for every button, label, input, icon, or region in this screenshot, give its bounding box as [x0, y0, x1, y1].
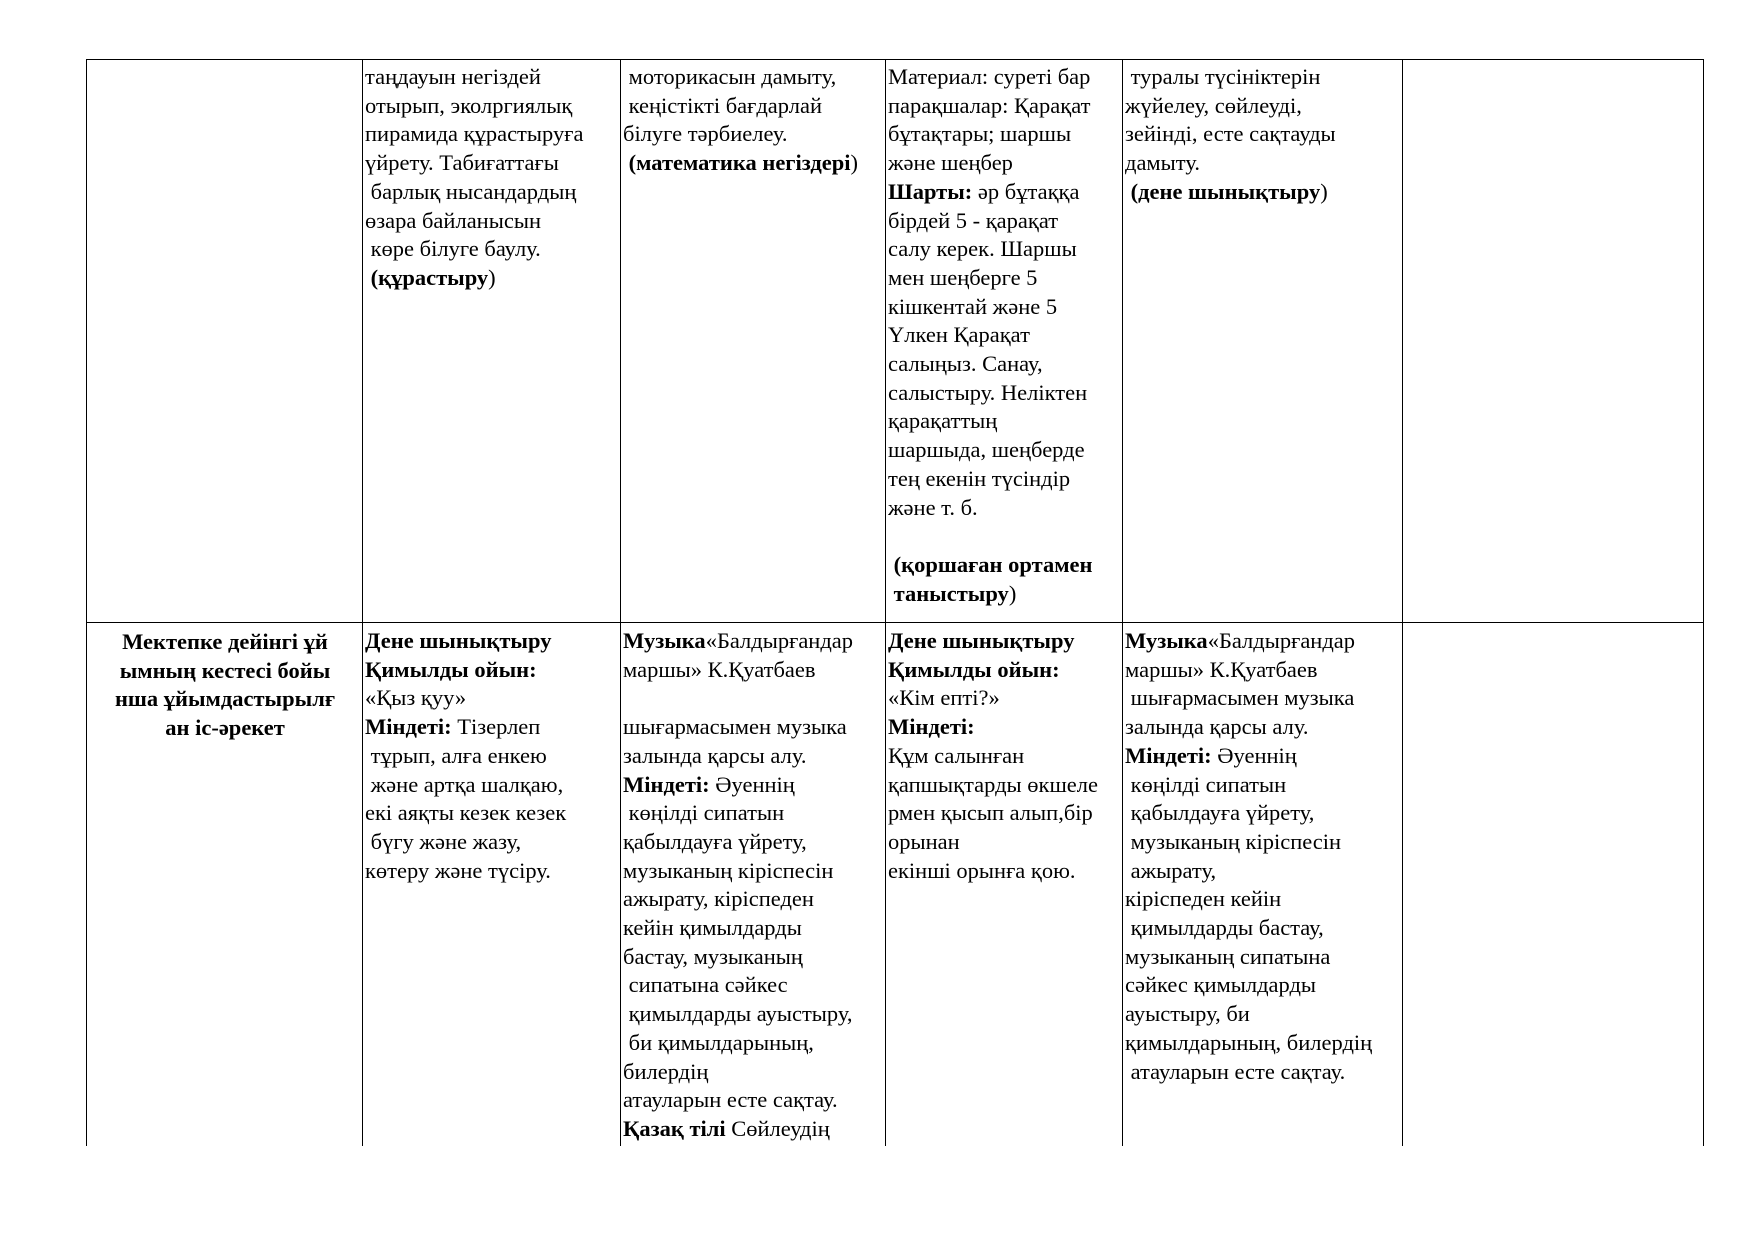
text-line: [1125, 63, 1402, 92]
text-line: [1125, 713, 1402, 742]
text-run: зейінді, есте сақтауды: [1125, 121, 1336, 147]
text-line: [888, 857, 1122, 886]
text-run: үйрету. Табиғаттағы: [365, 150, 559, 176]
text-line: [623, 857, 885, 886]
text-run: атауларын есте сақтау.: [623, 1087, 838, 1113]
text-run: кеңістікті бағдарлай: [623, 92, 822, 118]
text-line: [623, 914, 885, 943]
text-line: [1125, 92, 1402, 121]
text-run: бастау, музыканың: [623, 943, 803, 969]
text-line: [623, 771, 885, 800]
text-line: [1125, 885, 1402, 914]
text-line: [888, 63, 1122, 92]
text-run: маршы» К.Қуатбаев: [1125, 656, 1318, 682]
text-line: [888, 235, 1122, 264]
text-run: би қимылдарының,: [623, 1029, 814, 1055]
text-line: [888, 207, 1122, 236]
text-line: [623, 1115, 885, 1144]
text-run: Тізерлеп: [451, 714, 541, 740]
table-left-border: [86, 59, 87, 1146]
text-line: [365, 92, 620, 121]
text-line: [888, 407, 1122, 436]
row2-col2-cell: [623, 627, 885, 1144]
text-line: [1125, 828, 1402, 857]
text-line: [623, 627, 885, 656]
row2-header-cell: [88, 628, 362, 743]
text-line: [1125, 684, 1402, 713]
bold-text-run: Міндеті:: [888, 714, 975, 740]
text-run: білуге тәрбиелеу.: [623, 121, 788, 147]
text-run: қимылдарды бастау,: [1125, 915, 1324, 941]
text-line: [1125, 771, 1402, 800]
row2-header-line: нша ұйымдастырылғ: [114, 686, 336, 712]
text-run: кейін қимылдарды: [623, 915, 802, 941]
text-run: салу керек. Шаршы: [888, 236, 1077, 262]
text-line: [1125, 627, 1402, 656]
text-line: [888, 828, 1122, 857]
text-line: [1125, 178, 1402, 207]
text-run: және артқа шалқаю,: [365, 771, 564, 797]
text-line: [365, 684, 620, 713]
text-line: [888, 178, 1122, 207]
text-run: музыканың кіріспесін: [1125, 828, 1342, 854]
text-line: [623, 149, 885, 178]
text-run: және т. б.: [888, 494, 978, 520]
text-line: [888, 580, 1122, 609]
text-run: қимылдарды ауыстыру,: [623, 1001, 853, 1027]
text-line: [365, 63, 620, 92]
text-run: көтеру және түсіру.: [365, 857, 551, 883]
text-run: барлық нысандардың: [365, 178, 577, 204]
text-run: сәйкес қимылдарды: [1125, 972, 1317, 998]
text-line: [888, 656, 1122, 685]
bold-text-run: Міндеті:: [1125, 742, 1212, 768]
bold-text-run: (дене шынықтыру: [1125, 178, 1321, 204]
text-line: [365, 120, 620, 149]
text-line: [365, 178, 620, 207]
text-line: [365, 771, 620, 800]
text-run: музыканың кіріспесін: [623, 857, 834, 883]
text-run: тең екенін түсіндір: [888, 465, 1071, 491]
text-line: [888, 264, 1122, 293]
bold-text-run: Қимылды ойын:: [888, 656, 1060, 682]
text-run: қапшықтарды өкшеле: [888, 771, 1098, 797]
text-line: [888, 321, 1122, 350]
column-divider-3: [885, 59, 886, 1146]
text-line: [888, 742, 1122, 771]
text-run: қабылдауға үйрету,: [623, 828, 807, 854]
text-run: ажырату, кіріспеден: [623, 886, 814, 912]
table-right-border: [1703, 59, 1704, 1146]
text-run: отырып, эколргиялық: [365, 92, 573, 118]
text-line: [1125, 799, 1402, 828]
text-line: [888, 149, 1122, 178]
text-line: [365, 627, 620, 656]
text-line: [888, 494, 1122, 523]
text-run: екінші орынға қою.: [888, 857, 1076, 883]
text-line: [1125, 149, 1402, 178]
row2-header-line: ан іс-әрекет: [165, 715, 285, 741]
bold-text-run: Қимылды ойын:: [365, 656, 537, 682]
row1-col3-cell: [888, 63, 1122, 608]
text-line: [888, 627, 1122, 656]
column-divider-4: [1122, 59, 1123, 1146]
bold-text-run: (қоршаған ортамен: [888, 551, 1093, 577]
bold-text-run: Музыка: [623, 628, 706, 653]
text-line: [888, 771, 1122, 800]
column-divider-1: [362, 59, 363, 1146]
row2-col3-cell: [888, 627, 1122, 885]
row-divider: [86, 622, 1704, 623]
text-run: салыстыру. Неліктен: [888, 379, 1088, 405]
text-run: шығармасымен музыка: [623, 714, 847, 740]
text-line: [623, 92, 885, 121]
text-run: таңдауын негіздей: [365, 64, 541, 89]
text-run: көре білуге баулу.: [365, 236, 541, 262]
text-line: [365, 656, 620, 685]
text-run: туралы түсініктерін: [1125, 64, 1321, 89]
text-line: [623, 971, 885, 1000]
text-run: шығармасымен музыка: [1125, 685, 1355, 711]
text-line: [888, 120, 1122, 149]
text-run: билердің: [623, 1058, 709, 1084]
row1-col1-cell: [365, 63, 620, 293]
text-line: [365, 828, 620, 857]
text-run: ажырату,: [1125, 857, 1217, 883]
text-run: ): [1320, 178, 1328, 204]
text-run: кіріспеден кейін: [1125, 886, 1282, 912]
text-run: кішкентай және 5: [888, 293, 1058, 319]
text-run: қимылдарының, билердің: [1125, 1029, 1373, 1055]
text-line: [888, 436, 1122, 465]
bold-text-run: Міндеті:: [623, 771, 710, 797]
text-run: Әуеннің: [709, 771, 795, 797]
text-line: [365, 742, 620, 771]
row1-col2-cell: [623, 63, 885, 178]
bold-text-run: Шарты:: [888, 178, 973, 204]
text-run: Құм салынған: [888, 742, 1025, 768]
text-line: [1125, 914, 1402, 943]
text-run: моторикасын дамыту,: [623, 64, 837, 89]
text-line: [365, 799, 620, 828]
text-run: көңілді сипатын: [623, 800, 785, 826]
text-line: [888, 379, 1122, 408]
text-run: ): [488, 264, 496, 290]
text-run: екі аяқты кезек кезек: [365, 800, 567, 826]
text-run: дамыту.: [1125, 150, 1200, 176]
text-line: [365, 857, 620, 886]
text-line: [365, 264, 620, 293]
text-run: қабылдауға үйрету,: [1125, 800, 1315, 826]
text-line: [1125, 1058, 1402, 1087]
text-line: [365, 149, 620, 178]
text-line: [1125, 943, 1402, 972]
bold-text-run: Дене шынықтыру: [888, 628, 1075, 653]
text-run: залында қарсы алу.: [623, 742, 807, 768]
text-run: салыңыз. Санау,: [888, 351, 1043, 377]
text-line: [623, 1029, 885, 1058]
text-run: маршы» К.Қуатбаев: [623, 656, 816, 682]
text-line: [888, 350, 1122, 379]
text-run: Сөйлеудің: [725, 1115, 830, 1141]
text-line: [623, 713, 885, 742]
bold-text-run: Дене шынықтыру: [365, 628, 552, 653]
text-line: [623, 943, 885, 972]
text-line: [623, 684, 885, 713]
text-line: [623, 63, 885, 92]
text-line: [1125, 656, 1402, 685]
text-line: [1125, 1029, 1402, 1058]
text-run: шаршыда, шеңберде: [888, 437, 1085, 463]
text-line: [1125, 120, 1402, 149]
bold-text-run: Міндеті:: [365, 714, 452, 740]
text-line: [365, 235, 620, 264]
text-run: тұрып, алға енкею: [365, 742, 547, 768]
text-line: [888, 293, 1122, 322]
text-run: және шеңбер: [888, 150, 1013, 176]
text-line: [1125, 1000, 1402, 1029]
text-run: әр бұтаққа: [972, 178, 1080, 204]
text-run: «Қыз қуу»: [365, 685, 467, 711]
text-run: «Кім епті?»: [888, 685, 1000, 711]
text-run: пирамида құрастыруға: [365, 121, 584, 147]
text-run: залында қарсы алу.: [1125, 714, 1309, 740]
bold-text-run: таныстыру: [888, 580, 1009, 606]
text-line: [623, 828, 885, 857]
bold-text-run: (құрастыру: [365, 264, 489, 290]
text-run: Материал: суреті бар: [888, 64, 1091, 89]
text-run: атауларын есте сақтау.: [1125, 1058, 1346, 1084]
text-line: [365, 207, 620, 236]
bold-text-run: Қазақ тілі: [623, 1115, 726, 1141]
text-run: көңілді сипатын: [1125, 771, 1287, 797]
text-line: [623, 1058, 885, 1087]
text-line: [1125, 857, 1402, 886]
text-line: [888, 799, 1122, 828]
text-run: сипатына сәйкес: [623, 972, 788, 998]
text-run: «Балдырғандар: [705, 628, 854, 653]
text-run: музыканың сипатына: [1125, 943, 1331, 969]
text-line: [888, 465, 1122, 494]
bold-text-run: (математика негіздері: [623, 150, 851, 176]
text-line: [623, 885, 885, 914]
text-run: рмен қысып алып,бір: [888, 800, 1093, 826]
text-run: Әуеннің: [1211, 742, 1297, 768]
text-line: [623, 120, 885, 149]
text-line: [888, 92, 1122, 121]
table-top-border: [86, 59, 1704, 60]
text-run: жүйелеу, сөйлеуді,: [1125, 92, 1302, 118]
text-line: [888, 684, 1122, 713]
text-line: [888, 713, 1122, 742]
row1-col4-cell: [1125, 63, 1402, 207]
text-run: ): [850, 150, 859, 176]
text-line: [623, 742, 885, 771]
row2-header-line: Мектепке дейінгі ұй: [122, 629, 328, 654]
row2-col4-cell: [1125, 627, 1402, 1086]
text-run: ): [1008, 580, 1017, 606]
text-run: парақшалар: Қарақат: [888, 92, 1091, 118]
column-divider-2: [620, 59, 621, 1146]
text-run: ауыстыру, би: [1125, 1001, 1250, 1027]
text-run: қарақаттың: [888, 408, 998, 434]
text-run: «Балдырғандар: [1207, 628, 1356, 653]
text-run: бүгу және жазу,: [365, 828, 522, 854]
text-line: [365, 713, 620, 742]
row2-header-line: ымның кестесі бойы: [119, 657, 331, 683]
text-run: бірдей 5 - қарақат: [888, 207, 1059, 233]
text-run: Үлкен Қарақат: [888, 322, 1030, 348]
text-line: [888, 522, 1122, 551]
text-run: мен шеңберге 5: [888, 264, 1038, 290]
text-run: бұтақтары; шаршы: [888, 121, 1072, 147]
text-line: [888, 551, 1122, 580]
text-line: [623, 1000, 885, 1029]
text-line: [623, 1086, 885, 1115]
text-line: [1125, 742, 1402, 771]
column-divider-5: [1402, 59, 1403, 1146]
bold-text-run: Музыка: [1125, 628, 1208, 653]
row2-col1-cell: [365, 627, 620, 885]
text-line: [1125, 971, 1402, 1000]
text-run: орынан: [888, 828, 960, 854]
text-line: [623, 656, 885, 685]
text-line: [623, 799, 885, 828]
text-run: өзара байланысын: [365, 207, 541, 233]
